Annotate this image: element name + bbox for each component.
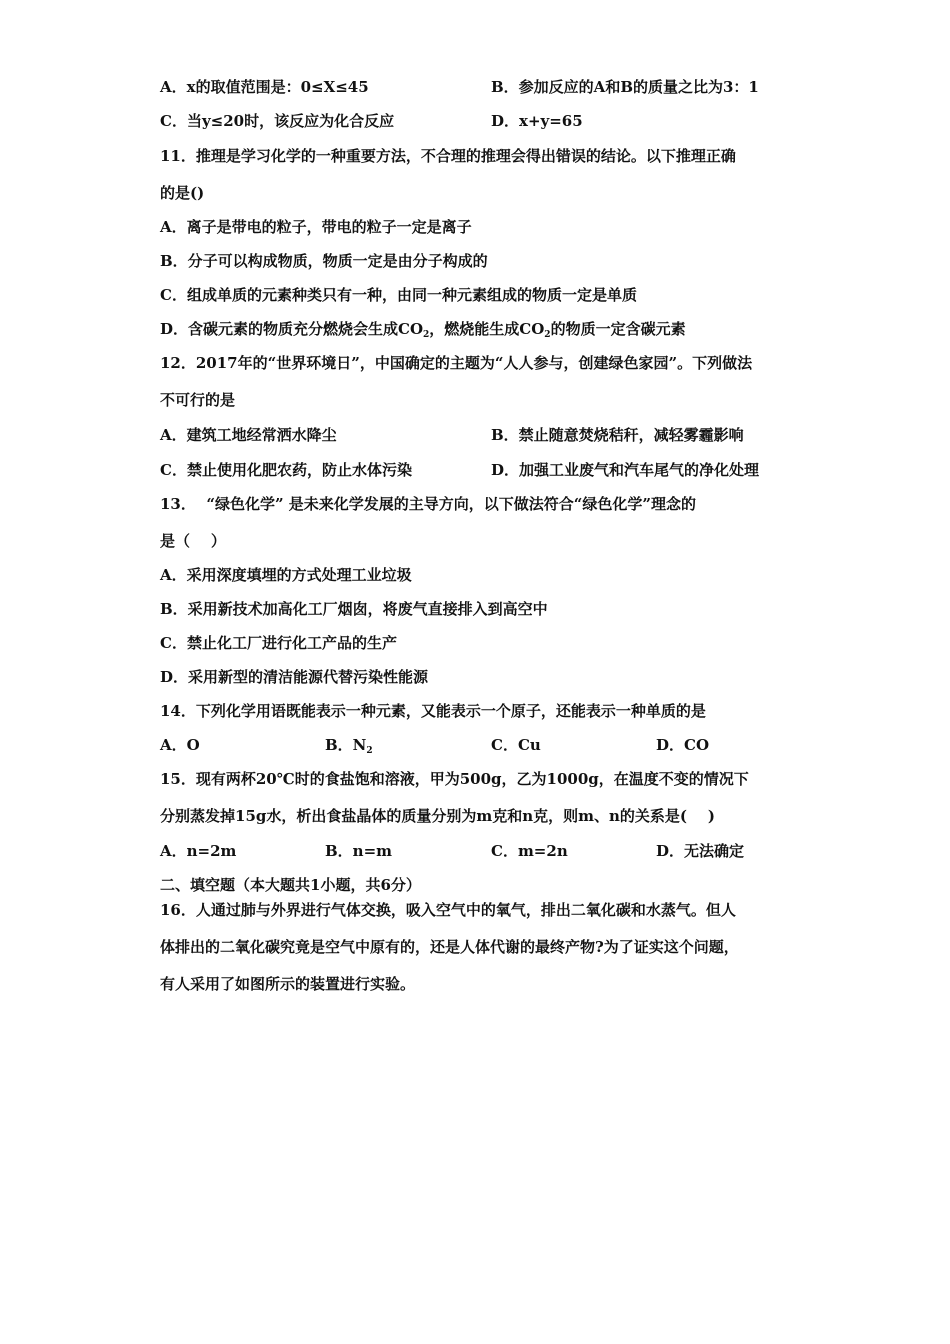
q11-stem-line2: 的是() xyxy=(160,184,205,202)
q14-option-a: A．O xyxy=(160,736,200,754)
q15-stem-line1: 15．现有两杯20℃时的食盐饱和溶液，甲为500g，乙为1000g，在温度不变的情况下 xyxy=(160,770,749,788)
q13-option-a: A．采用深度填埋的方式处理工业垃圾 xyxy=(160,566,412,584)
q11-option-d xyxy=(160,319,686,345)
q12-option-d: D．加强工业废气和汽车尾气的净化处理 xyxy=(491,461,760,479)
q10-option-c: C．当y≤20时，该反应为化合反应 xyxy=(160,112,395,130)
q15-option-c: C．m=2n xyxy=(491,842,568,860)
q11-option-d-text-1: D．含碳元素的物质充分燃烧会生成CO xyxy=(160,320,424,338)
q11-stem-line1: 11．推理是学习化学的一种重要方法，不合理的推理会得出错误的结论。以下推理正确 xyxy=(160,147,736,165)
q11-option-c: C．组成单质的元素种类只有一种，由同一种元素组成的物质一定是单质 xyxy=(160,286,637,304)
q13-option-c: C．禁止化工厂进行化工产品的生产 xyxy=(160,634,397,652)
q12-option-c: C．禁止使用化肥农药，防止水体污染 xyxy=(160,461,412,479)
q10-option-d: D．x+y=65 xyxy=(491,112,583,130)
q13-option-d: D．采用新型的清洁能源代替污染性能源 xyxy=(160,668,429,686)
q16-line1: 16．人通过肺与外界进行气体交换，吸入空气中的氧气，排出二氧化碳和水蒸气。但人 xyxy=(160,901,736,919)
q12-stem-line2: 不可行的是 xyxy=(160,391,236,409)
q14-option-d: D．CO xyxy=(656,736,710,754)
q13-stem-line2: 是（ ） xyxy=(160,532,226,550)
q10-option-b: B．参加反应的A和B的质量之比为3：1 xyxy=(491,78,759,96)
q15-stem-line2: 分别蒸发掉15g水，析出食盐晶体的质量分别为m克和n克，则m、n的关系是( ) xyxy=(160,807,716,825)
q15-option-b: B．n=m xyxy=(325,842,393,860)
q15-option-d: D．无法确定 xyxy=(656,842,745,860)
q13-stem-line1: 13． “绿色化学” 是未来化学发展的主导方向，以下做法符合“绿色化学”理念的 xyxy=(160,495,697,513)
q16-line3: 有人采用了如图所示的装置进行实验。 xyxy=(160,975,416,993)
q11-option-d-text-3: 的物质一定含碳元素 xyxy=(550,320,686,338)
q16-line2: 体排出的二氧化碳究竟是空气中原有的，还是人体代谢的最终产物?为了证实这个问题， xyxy=(160,938,739,956)
q12-option-b: B．禁止随意焚烧秸秆，减轻雾霾影响 xyxy=(491,426,744,444)
q14-option-b xyxy=(325,735,373,761)
subscript: 2 xyxy=(366,746,373,756)
q11-option-b: B．分子可以构成物质，物质一定是由分子构成的 xyxy=(160,252,488,270)
q14-option-c: C．Cu xyxy=(491,736,541,754)
subscript: 2 xyxy=(544,330,551,340)
q12-stem-line1: 12．2017年的“世界环境日”，中国确定的主题为“人人参与，创建绿色家园”。下列做法 xyxy=(160,354,753,372)
q13-option-b: B．采用新技术加高化工厂烟囱，将废气直接排入到高空中 xyxy=(160,600,548,618)
section-heading: 二、填空题（本大题共1小题，共6分） xyxy=(160,876,421,894)
q15-option-a: A．n=2m xyxy=(160,842,237,860)
q14-stem: 14．下列化学用语既能表示一种元素，又能表示一个原子，还能表示一种单质的是 xyxy=(160,702,706,720)
q12-option-a: A．建筑工地经常洒水降尘 xyxy=(160,426,337,444)
q11-option-a: A．离子是带电的粒子，带电的粒子一定是离子 xyxy=(160,218,472,236)
subscript: 2 xyxy=(423,330,430,340)
q14-option-b-text: B．N xyxy=(325,736,367,754)
q10-option-a: A．x的取值范围是：0≤X≤45 xyxy=(160,78,369,96)
q11-option-d-text-2: ，燃烧能生成CO xyxy=(429,320,545,338)
